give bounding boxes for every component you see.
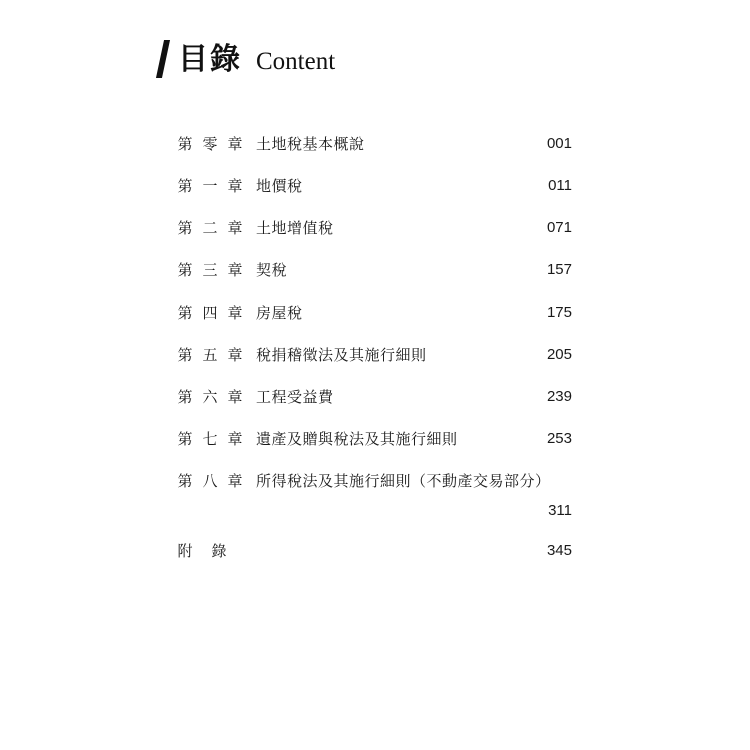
chapter-prefix: 第 [177,346,193,364]
appendix-label-char: 附 [177,542,193,560]
chapter-label [176,259,244,281]
chapter-title: 契稅 [256,261,288,279]
page-number: 011 [548,177,572,194]
chapter-title: 房屋稅 [256,304,303,322]
chapter-label [176,386,244,408]
page-number: 311 [548,502,572,519]
chapter-prefix: 第 [177,472,193,490]
chapter-suffix: 章 [227,177,243,195]
toc-entry[interactable] [176,133,576,155]
chapter-number: 一 [202,177,218,195]
chapter-title: 工程受益費 [256,388,334,406]
toc-entry[interactable] [176,428,576,450]
chapter-label [176,133,244,155]
appendix-label [176,540,228,562]
toc-entry[interactable] [176,386,576,408]
chapter-suffix: 章 [227,388,243,406]
page-number: 205 [546,346,572,363]
page-number: 175 [546,304,572,321]
toc-entry[interactable] [176,302,576,324]
chapter-title: 稅捐稽徵法及其施行細則 [256,346,427,364]
chapter-label [176,302,244,324]
page-title-zh: 目錄 [178,42,242,77]
toc-entry[interactable] [176,259,576,281]
chapter-number: 零 [202,135,218,153]
chapter-label [176,470,244,492]
chapter-title: 所得稅法及其施行細則（不動產交易部分） [256,472,551,490]
chapter-prefix: 第 [177,135,193,153]
page-number: 239 [546,388,572,405]
chapter-title: 遺產及贈與稅法及其施行細則 [256,430,458,448]
toc-entry-appendix[interactable] [176,540,576,562]
chapter-title: 地價稅 [256,177,303,195]
chapter-prefix: 第 [177,388,193,406]
chapter-label [176,217,244,239]
page-title-en: Content [256,48,336,75]
chapter-label [176,175,244,197]
chapter-suffix: 章 [227,430,243,448]
page-number: 001 [546,135,572,152]
chapter-prefix: 第 [177,304,193,322]
chapter-number: 三 [202,261,218,279]
chapter-suffix: 章 [227,219,243,237]
chapter-suffix: 章 [227,472,243,490]
toc-entry[interactable] [176,175,576,197]
page-number: 253 [546,430,572,447]
chapter-suffix: 章 [227,346,243,364]
chapter-number: 二 [202,219,218,237]
page-number: 345 [546,542,572,559]
chapter-label [176,428,244,450]
chapter-prefix: 第 [177,177,193,195]
chapter-label [176,344,244,366]
chapter-number: 七 [202,430,218,448]
chapter-number: 四 [202,304,218,322]
toc-entry[interactable] [176,470,576,532]
page-number: 157 [546,261,572,278]
chapter-prefix: 第 [177,430,193,448]
page-number: 071 [546,219,572,236]
chapter-suffix: 章 [227,261,243,279]
chapter-title: 土地增值稅 [256,219,334,237]
chapter-prefix: 第 [177,219,193,237]
appendix-label-char: 錄 [211,542,227,560]
chapter-number: 八 [202,472,218,490]
toc-entry[interactable] [176,344,576,366]
chapter-title: 土地稅基本概說 [256,135,365,153]
chapter-suffix: 章 [227,135,243,153]
chapter-number: 五 [202,346,218,364]
toc-entry[interactable] [176,217,576,239]
chapter-suffix: 章 [227,304,243,322]
chapter-number: 六 [202,388,218,406]
chapter-prefix: 第 [177,261,193,279]
